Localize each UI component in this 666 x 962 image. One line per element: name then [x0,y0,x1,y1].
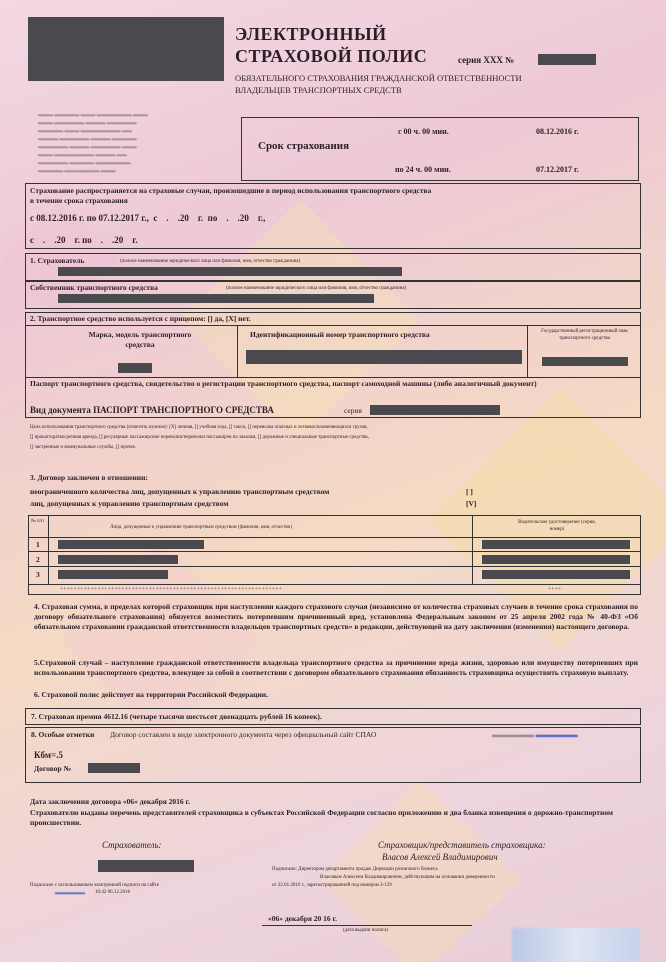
limited-checkbox: [V] [466,499,477,508]
owner-note: (полное наименование юридического лица или фамилия, имя, отчество гражданина) [226,286,407,291]
period-line-2: с . .20 г. по . .20 г. [30,235,138,245]
drivers-hline-4 [28,584,641,585]
col-vin: Идентификационный номер транспортного средства [250,330,430,339]
redacted-policy-number [538,54,596,65]
issue-date-note: (дата выдачи полиса) [343,928,389,933]
redacted-vin [246,350,522,364]
insurer-label: 1. Страхователь [30,256,85,265]
redacted-license [482,540,630,549]
contract-date: Дата заключения договора «06» декабря 2016 г. [30,797,190,806]
document-series-label: серия [344,406,362,415]
period-text-2: в течение срока страхования [30,196,128,205]
usage-purpose-2: [] прокат/краткосрочная аренда, [] регулярные пассажирские перевозки/перевозки пассажиров по заказам, [] дорожные и специальные транспортные средства, [30,435,369,440]
period-text-1: Страхование распространяется на страховые случаи, произошедшие в период использования транспортного средства [30,186,432,195]
redacted-logo [28,17,224,81]
driver-row-number: 1 [36,540,40,549]
drivers-hline-3 [28,566,641,567]
redacted-driver-name [58,540,204,549]
territory-text: 6. Страховой полис действует на территории Российской Федерации. [34,690,268,699]
term-from-time: с 00 ч. 00 мин. [398,127,449,136]
owner-label: Собственник транспортного средства [30,283,158,292]
filler-right: ++++ [548,587,562,592]
insured-signature-label: Страхователь: [102,840,162,850]
signer-line-2: Власовым Алексеем Владимировичем, действующим на основании доверенности [320,875,495,880]
section1-divider [25,280,641,282]
document-type: Вид документа ПАСПОРТ ТРАНСПОРТНОГО СРЕДСТВА [30,405,274,415]
special-notes-text: Договор составлен в виде электронного документа через официальный сайт СПАО [110,730,377,739]
col-make: Марка, модель транспортного средства [88,330,192,349]
title-line-2: СТРАХОВОЙ ПОЛИС [235,46,428,66]
subtitle-2: ВЛАДЕЛЬЦЕВ ТРАНСПОРТНЫХ СРЕДСТВ [235,85,402,95]
issue-date-underline [262,925,472,926]
signer-line-3: от 22.01.2016 г., зарегистрированной под номером 3-129 [272,883,392,888]
issue-date: «06» декабря 20 16 г. [268,914,337,923]
redacted-make [118,363,152,373]
section2-vline-2 [527,325,528,377]
insured-sum-text: 4. Страховая сумма, в пределах которой страховщик при наступлении каждого страхового случая (независимо от количества страховых случаев в течение срока страхования по договору обязательного страхования) обязуется возместить потерпевшим причиненный вред, установлена Федеральным законом от 25 апреля 2002 года № 40-ФЗ «Об обязательном страховании гражданской ответственности владельцев транспортных средств» в редакции, действующей на дату заключения (изменения) настоящего договора. [34,602,638,631]
term-to-time: по 24 ч. 00 мин. [395,165,451,174]
usage-purpose-1: Цель использования транспортного средства (отметить нужное): [X] личная, [] учебная езда, [] такси, [] перевозка опасных и легковоспламеняющихся грузов, [30,425,368,430]
col-number: № п/п [31,519,44,524]
drivers-hline-1 [28,537,641,538]
unlimited-checkbox: [ ] [466,487,473,496]
redacted-plate [542,357,628,366]
insured-event-text: 5.Страховой случай – наступление гражданской ответственности владельца транспортного средства за причинение вреда жизни, здоровью или имуществу потерпевших при использовании транспортного средства, влекущее за собой в соответствии с договором обязательного страхования обязанность страховщика осуществить страховую выплату. [34,658,638,677]
period-line-1: с 08.12.2016 г. по 07.12.2017 г., с . .20 г. по . .20 г., [30,213,266,223]
term-to-date: 07.12.2017 г. [536,165,579,174]
col-persons: Лица, допущенные к управлению транспортным средством (фамилия, имя, отчество) [110,525,292,530]
filler-left: +++++++++++++++++++++++++++++++++++++++++++++++++++++++++++++++++ [60,587,283,592]
col-plate: Государственный регистрационный знак транспортного средства [541,329,628,341]
section3-title: 3. Договор заключен в отношении: [30,473,148,482]
drivers-hline-2 [28,551,641,552]
term-label: Срок страхования [258,140,350,152]
stamp-image [512,928,640,962]
kbm-value: Кбм=.5 [34,750,63,760]
trailer-usage: 2. Транспортное средство используется с прицепом: [] да, [X] нет. [30,314,251,323]
redacted-driver-name [58,570,168,579]
unlimited-drivers: неограниченного количества лиц, допущенных к управлению транспортным средством [30,487,330,496]
drivers-vline-1 [48,515,49,585]
series-label: серия ХХХ № [458,55,515,65]
issued-documents: Страхователю выданы перечень представителей страховщика в субъектах Российской Федерации согласно приложению и два бланка извещения о дорожно-транспортном происшествии. [30,808,614,827]
insurer-details-blurred: ▬▬▬ ▬▬▬▬▬ ▬▬▬ ▬▬▬▬▬▬▬ ▬▬▬ ▬▬▬ ▬▬▬▬▬▬ ▬▬▬▬ ▬▬▬▬▬▬ ▬▬▬▬▬ ▬▬▬ ▬▬▬▬▬▬▬▬ ▬▬ ▬▬▬▬ ▬▬▬▬▬▬ ▬▬▬▬ ▬▬▬▬▬ ▬▬▬▬▬▬ ▬▬▬▬ ▬▬▬▬▬▬ ▬▬▬ ▬▬▬ ▬▬▬▬▬▬▬▬ ▬▬▬▬ ▬▬ ▬▬▬▬▬▬ ▬▬▬▬▬ ▬▬▬▬▬▬▬ ▬▬▬▬▬ ▬▬▬▬▬▬▬ ▬▬▬ [38,113,148,174]
passport-label: Паспорт транспортного средства, свидетельство о регистрации транспортного средства, паспорт самоходной машины (либо аналогичный документ) [30,379,537,388]
driver-row-number: 2 [36,555,40,564]
signed-note: Подписано с использованием электронной подписи на сайте [30,883,159,888]
redacted-site: ▬▬▬▬▬▬ ▬▬▬▬▬▬ [492,731,578,739]
section2-hline [25,325,641,326]
insurer-signature-label: Страховщик/представитель страховщика: [378,840,546,850]
drivers-vline-2 [472,515,473,585]
redacted-document-number [370,405,500,415]
signer-line-1: Подписано: Директором департамента продаж Дирекции розничного бизнеса [272,867,438,872]
special-notes-label: 8. Особые отметки [31,730,95,739]
redacted-contract-number [88,763,140,773]
title-line-1: ЭЛЕКТРОННЫЙ [235,24,387,44]
term-from-date: 08.12.2016 г. [536,127,579,136]
section2-hline-2 [25,377,641,378]
col-license: Водительское удостоверение (серия, номер) [518,520,596,532]
redacted-license [482,555,630,564]
insurer-note: (полное наименование юридического лица или фамилия, имя, отчество гражданина) [120,259,301,264]
redacted-license [482,570,630,579]
redacted-insured-signature [98,860,194,872]
premium-text: 7. Страховая премия 4612.16 (четыре тысячи шестьсот двенадцать рублей 16 копеек). [31,712,322,721]
redacted-driver-name [58,555,178,564]
usage-purpose-3: [] экстренные и коммунальные службы, [] прочее. [30,445,137,450]
limited-drivers: лиц, допущенных к управлению транспортным средством [30,499,229,508]
contract-number-label: Договор № [34,764,72,773]
section2-vline-1 [237,325,238,377]
insurer-representative-name: Власов Алексей Владимирович [382,852,498,862]
redacted-owner-name [58,294,374,303]
redacted-insurer-name [58,267,402,276]
redacted-signed-site: ▬▬▬▬▬▬ [55,891,85,896]
subtitle-1: ОБЯЗАТЕЛЬНОГО СТРАХОВАНИЯ ГРАЖДАНСКОЙ ОТВЕТСТВЕННОСТИ [235,73,522,83]
signed-time: 10:42 06.12.2016 [95,890,131,895]
driver-row-number: 3 [36,570,40,579]
